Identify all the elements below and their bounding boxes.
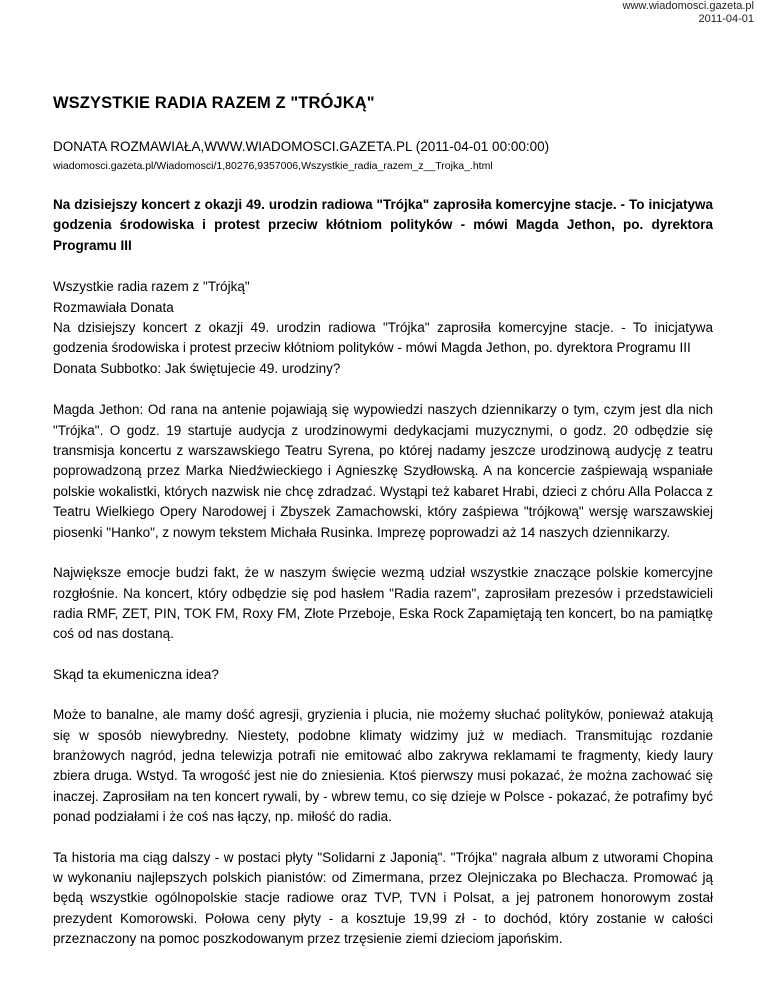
summary-line: Rozmawiała Donata (53, 299, 174, 315)
article-paragraph: Magda Jethon: Od rana na antenie pojawiają się wypowiedzi naszych dziennikarzy o tym, czym jest dla nich "Trójka". O godz. 19 startuje audycja z urodzinowymi dedykacjami muzycznymi, o godz. 20 odbędzie się transmisja koncertu z warszawskiego Teatru Syrena, po której nadamy jeszcze urodzinową audycję z teatru poprowadzoną przez Marka Niedźwieckiego i Agnieszkę Szydłowską. A na koncercie zaśpiewają wspaniałe polskie wokalistki, których nazwisk nie chcę zdradzać. Wystąpi też kabaret Hrabi, dzieci z chóru Alla Polacca z Teatru Wielkiego Opery Narodowej i Zbyszek Zamachowski, który zaśpiewa "trójkową" wersję warszawskiej piosenki "Hanko", z nowym tekstem Michała Rusinka. Imprezę poprowadzi aż 14 naszych dziennikarzy. (53, 402, 713, 540)
article (53, 92, 713, 950)
article-source-url: wiadomosci.gazeta.pl/Wiadomosci/1,80276,9357006,Wszystkie_radia_razem_z__Trojka_.html (53, 160, 493, 172)
article-summary (53, 277, 713, 379)
article-paragraph: Może to banalne, ale mamy dość agresji, gryzienia i plucia, nie możemy słuchać polityków, ponieważ atakują się w sposób niewybredny. Niestety, podobne klimaty widzimy już w mediach. Transmitując rozdanie branżowych nagród, jedna telewizja potrafi nie emitować albo zakrywa reklamami te fragmenty, kiedy laury zbiera druga. Wstyd. Ta wrogość jest nie do zniesienia. Ktoś pierwszy musi pokazać, że można zachować się inaczej. Zaprosiłam na ten koncert rywali, by - wbrew temu, co się dzieje w Polsce - pokazać, że potrafimy być ponad podziałami i że coś nas łączy, np. miłość do radia. (53, 707, 713, 825)
page-header (623, 0, 754, 26)
header-site: www.wiadomosci.gazeta.pl (622, 0, 754, 12)
article-byline: DONATA ROZMAWIAŁA,WWW.WIADOMOSCI.GAZETA.PL (2011-04-01 00:00:00) (53, 139, 550, 154)
header-date: 2011-04-01 (698, 13, 754, 25)
summary-line: Wszystkie radia razem z "Trójką" (53, 279, 250, 295)
article-title: WSZYSTKIE RADIA RAZEM Z "TRÓJKĄ" (53, 94, 375, 112)
article-lead: Na dzisiejszy koncert z okazji 49. urodzin radiowa "Trójka" zaprosiła komercyjne stacje. - To inicjatywa godzenia środowiska i protest przeciw kłótniom polityków - mówi Magda Jethon, po. dyrektora Programu III (53, 197, 713, 253)
article-paragraph: Ta historia ma ciąg dalszy - w postaci płyty "Solidarni z Japonią". "Trójka" nagrała album z utworami Chopina w wykonaniu najlepszych polskich pianistów: od Zimermana, przez Olejniczaka po Blechacza. Promować ją będą wszystkie ogólnopolskie stacje radiowe oraz TVP, TVN i Polsat, a jej patronem honorowym został prezydent Komorowski. Połowa ceny płyty - a kosztuje 19,99 zł - to dochód, który zostanie w całości przeznaczony na pomoc poszkodowanym przez trzęsienie ziemi dzieciom japońskim. (53, 849, 713, 947)
article-paragraph: Największe emocje budzi fakt, że w naszym święcie wezmą udział wszystkie znaczące polskie komercyjne rozgłośnie. Na koncert, który odbędzie się pod hasłem "Radia razem", zaprosiłam prezesów i przedstawicieli radia RMF, ZET, PIN, TOK FM, Roxy FM, Złote Przeboje, Eska Rock Zapamiętają ten koncert, bo na pamiątkę coś od nas dostaną. (53, 565, 713, 642)
summary-line: Donata Subbotko: Jak świętujecie 49. urodziny? (53, 360, 341, 376)
summary-line: Na dzisiejszy koncert z okazji 49. urodzin radiowa "Trójka" zaprosiła komercyjne stacje. - To inicjatywa godzenia środowiska i protest przeciw kłótniom polityków - mówi Magda Jethon, po. dyrektora Programu III (53, 320, 713, 356)
article-question: Skąd ta ekumeniczna idea? (53, 666, 219, 682)
